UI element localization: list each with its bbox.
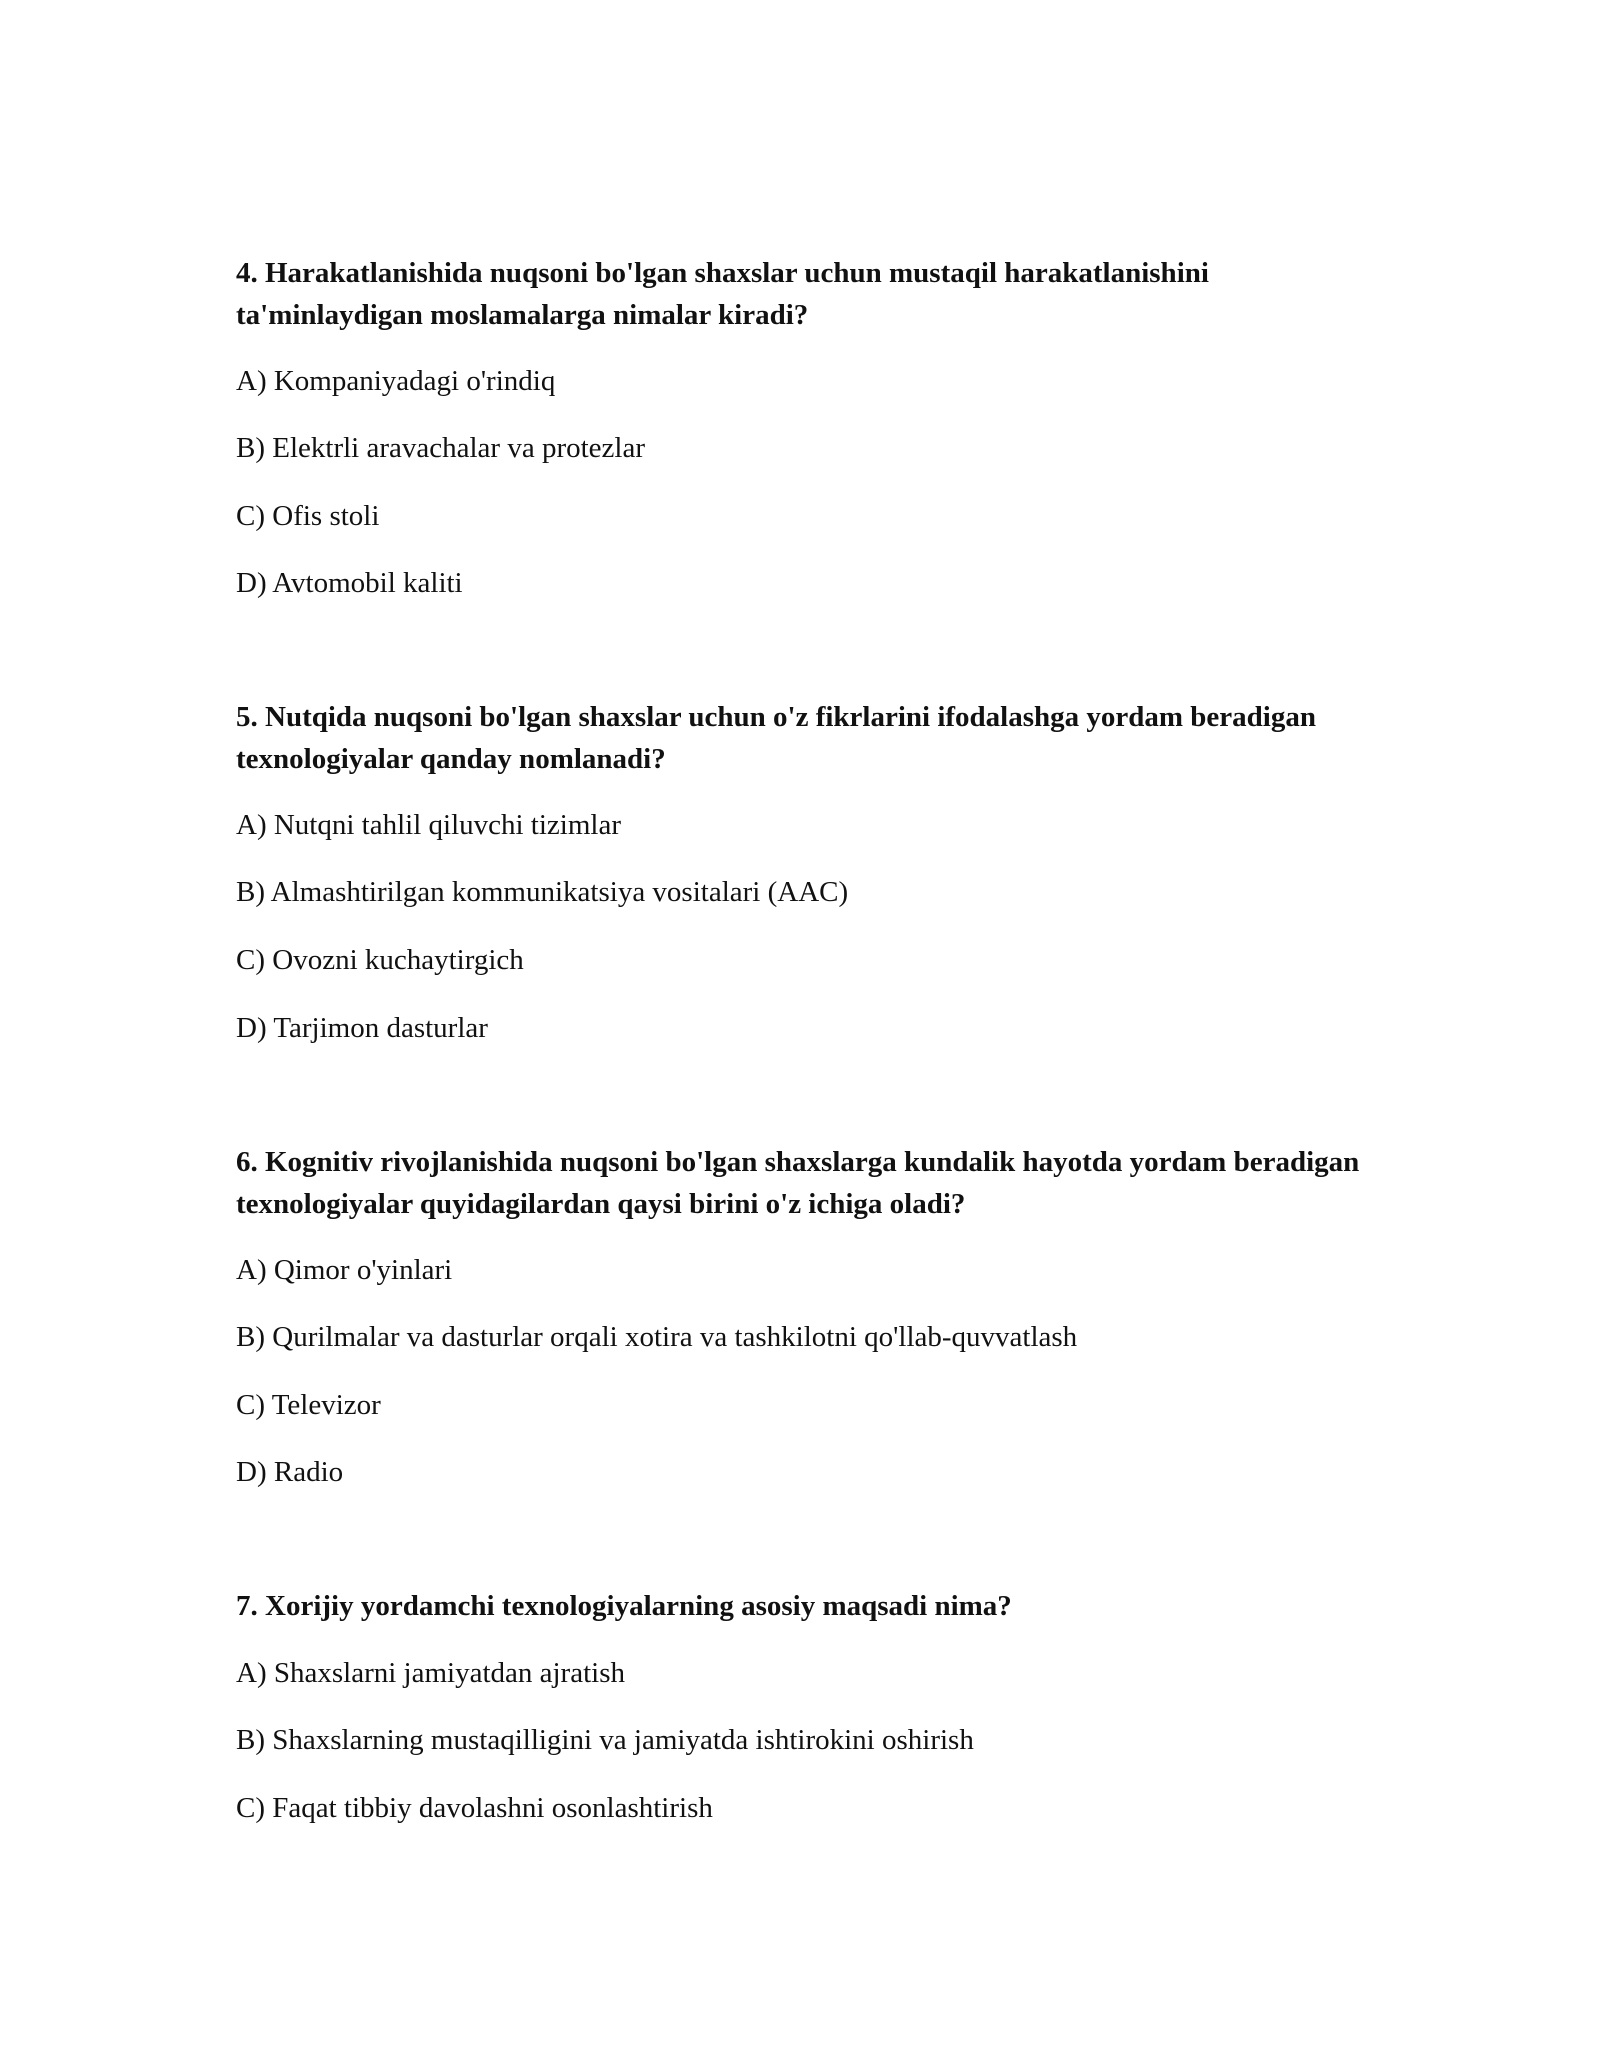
option-a: A) Shaxslarni jamiyatdan ajratish bbox=[236, 1657, 625, 1689]
question-title: 7. Xorijiy yordamchi texnologiyalarning asosiy maqsadi nima? bbox=[236, 1590, 1012, 1622]
question-5 bbox=[236, 696, 1386, 1044]
option-d: D) Avtomobil kaliti bbox=[236, 567, 463, 599]
question-6 bbox=[236, 1141, 1386, 1488]
option-a: A) Qimor o'yinlari bbox=[236, 1254, 453, 1286]
question-title: 4. Harakatlanishida nuqsoni bo'lgan shaxslar uchun mustaqil harakatlanishini ta'minlaydigan moslamalarga nimalar kiradi? bbox=[236, 257, 1209, 331]
option-b: B) Qurilmalar va dasturlar orqali xotira va tashkilotni qo'llab-quvvatlash bbox=[236, 1321, 1078, 1353]
question-title: 5. Nutqida nuqsoni bo'lgan shaxslar uchun o'z fikrlarini ifodalashga yordam beradigan texnologiyalar qanday nomlanadi? bbox=[236, 701, 1316, 775]
option-c: C) Televizor bbox=[236, 1389, 381, 1421]
option-d: D) Radio bbox=[236, 1456, 344, 1488]
option-b: B) Shaxslarning mustaqilligini va jamiyatda ishtirokini oshirish bbox=[236, 1724, 974, 1756]
option-a: A) Kompaniyadagi o'rindiq bbox=[236, 365, 556, 397]
option-d: D) Tarjimon dasturlar bbox=[236, 1012, 488, 1044]
question-4 bbox=[236, 252, 1386, 599]
question-title: 6. Kognitiv rivojlanishida nuqsoni bo'lgan shaxslarga kundalik hayotda yordam beradigan texnologiyalar quyidagilardan qaysi birini o'z ichiga oladi? bbox=[236, 1146, 1360, 1220]
option-b: B) Elektrli aravachalar va protezlar bbox=[236, 432, 645, 464]
option-b: B) Almashtirilgan kommunikatsiya vositalari (AAC) bbox=[236, 876, 849, 908]
option-c: C) Faqat tibbiy davolashni osonlashtirish bbox=[236, 1792, 713, 1824]
option-a: A) Nutqni tahlil qiluvchi tizimlar bbox=[236, 809, 621, 841]
option-c: C) Ofis stoli bbox=[236, 500, 380, 532]
option-c: C) Ovozni kuchaytirgich bbox=[236, 944, 524, 976]
question-7 bbox=[236, 1585, 1386, 1824]
